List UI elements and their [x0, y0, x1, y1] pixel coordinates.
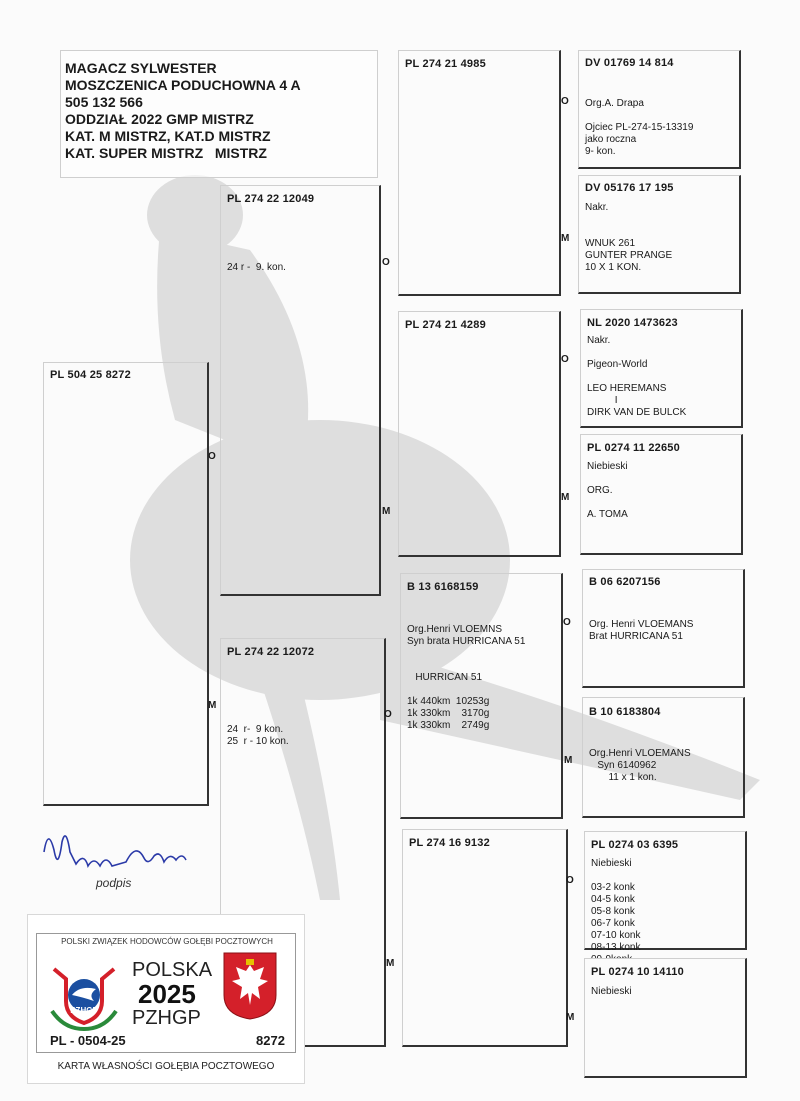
mfm-ring: B 10 6183804	[589, 706, 661, 718]
ff-sire-label: O	[561, 96, 569, 107]
owner-phone: 505 132 566	[65, 94, 143, 110]
fm-box	[398, 311, 561, 557]
mm-sire-label: O	[566, 875, 574, 886]
owner-address: MOSZCZENICA PODUCHOWNA 4 A	[65, 77, 301, 93]
mf-notes: Org.Henri VLOEMNS Syn brata HURRICANA 51 HURRICAN 51 1k 440km 10253g 1k 330km 3170g 1k 330km 2749g	[407, 624, 526, 731]
logo-text: PZHGP	[70, 1006, 98, 1015]
mm-box	[402, 829, 568, 1047]
signature-scribble	[36, 822, 196, 902]
fmf-notes: Nakr. Pigeon-World LEO HEREMANS I DIRK VAN DE BULCK	[587, 335, 687, 418]
ffm-notes: Nakr. WNUK 261 GUNTER PRANGE 10 X 1 KON.	[585, 202, 673, 273]
mmf-ring: PL 0274 03 6395	[591, 839, 679, 851]
ff-ring: PL 274 21 4985	[405, 58, 486, 70]
mfm-notes: Org.Henri VLOEMANS Syn 6140962 11 x 1 kon.	[589, 748, 691, 783]
fm-ring: PL 274 21 4289	[405, 319, 486, 331]
polish-eagle-emblem-icon	[222, 951, 278, 1021]
fm-sire-label: O	[561, 354, 569, 365]
pzhgp-logo-icon	[44, 951, 124, 1031]
mff-ring: B 06 6207156	[589, 576, 661, 588]
fff-ring: DV 01769 14 814	[585, 57, 674, 69]
fmm-ring: PL 0274 11 22650	[587, 442, 680, 454]
mmf-notes: Niebieski 03-2 konk 04-5 konk 05-8 konk 06-7 konk 07-10 konk 08-13 konk	[591, 858, 641, 953]
card-year: 2025	[138, 979, 196, 1009]
mm-dam-label: M	[566, 1012, 575, 1023]
signature-caption: podpis	[96, 876, 132, 890]
father-label: O	[208, 451, 216, 462]
pigeon-ring: PL 504 25 8272	[50, 369, 131, 381]
card-footer: KARTA WŁASNOŚCI GOŁĘBIA POCZTOWEGO	[57, 1061, 275, 1072]
ff-dam-label: M	[561, 233, 570, 244]
owner-title-3: KAT. SUPER MISTRZ MISTRZ	[65, 145, 267, 161]
mmm-ring: PL 0274 10 14110	[591, 966, 684, 978]
mf-sire-label: O	[563, 617, 571, 628]
mf-ring: B 13 6168159	[407, 581, 479, 593]
card-abbr: PZHGP	[132, 1007, 201, 1029]
owner-name: MAGACZ SYLWESTER	[65, 60, 217, 76]
mmm-notes: Niebieski	[591, 986, 632, 997]
mm-ring: PL 274 16 9132	[409, 837, 490, 849]
owner-title-1: ODDZIAŁ 2022 GMP MISTRZ	[65, 111, 254, 127]
fmm-notes: Niebieski ORG. A. TOMA	[587, 461, 628, 520]
ff-box	[398, 50, 561, 296]
father-box	[220, 185, 381, 596]
ffm-ring: DV 05176 17 195	[585, 182, 674, 194]
ownership-card	[27, 914, 305, 1084]
owner-header	[60, 50, 378, 178]
father-notes: 24 r - 9. kon.	[227, 262, 286, 273]
fff-notes: Org.A. Drapa Ojciec PL-274-15-13319 jako roczna 9- kon.	[585, 98, 694, 157]
mother-ring: PL 274 22 12072	[227, 646, 315, 658]
card-ring-right: 8272	[256, 1033, 285, 1048]
father-dam-label: M	[382, 506, 391, 517]
mother-dam-label: M	[386, 958, 395, 969]
card-ring-left: PL - 0504-25	[50, 1033, 126, 1048]
pigeon-box	[43, 362, 209, 806]
mf-dam-label: M	[564, 755, 573, 766]
mff-notes: Org. Henri VLOEMANS Brat HURRICANA 51	[589, 619, 694, 642]
father-sire-label: O	[382, 257, 390, 268]
mother-label: M	[208, 700, 217, 711]
mother-notes: 24 r- 9 kon. 25 r - 10 kon.	[227, 724, 289, 747]
owner-title-2: KAT. M MISTRZ, KAT.D MISTRZ	[65, 128, 271, 144]
mother-sire-label: O	[384, 709, 392, 720]
card-country: POLSKA	[132, 959, 213, 981]
card-org: POLSKI ZWIĄZEK HODOWCÓW GOŁĘBI POCZTOWYCH	[61, 937, 273, 946]
fm-dam-label: M	[561, 492, 570, 503]
father-ring: PL 274 22 12049	[227, 193, 315, 205]
fmf-ring: NL 2020 1473623	[587, 317, 678, 329]
